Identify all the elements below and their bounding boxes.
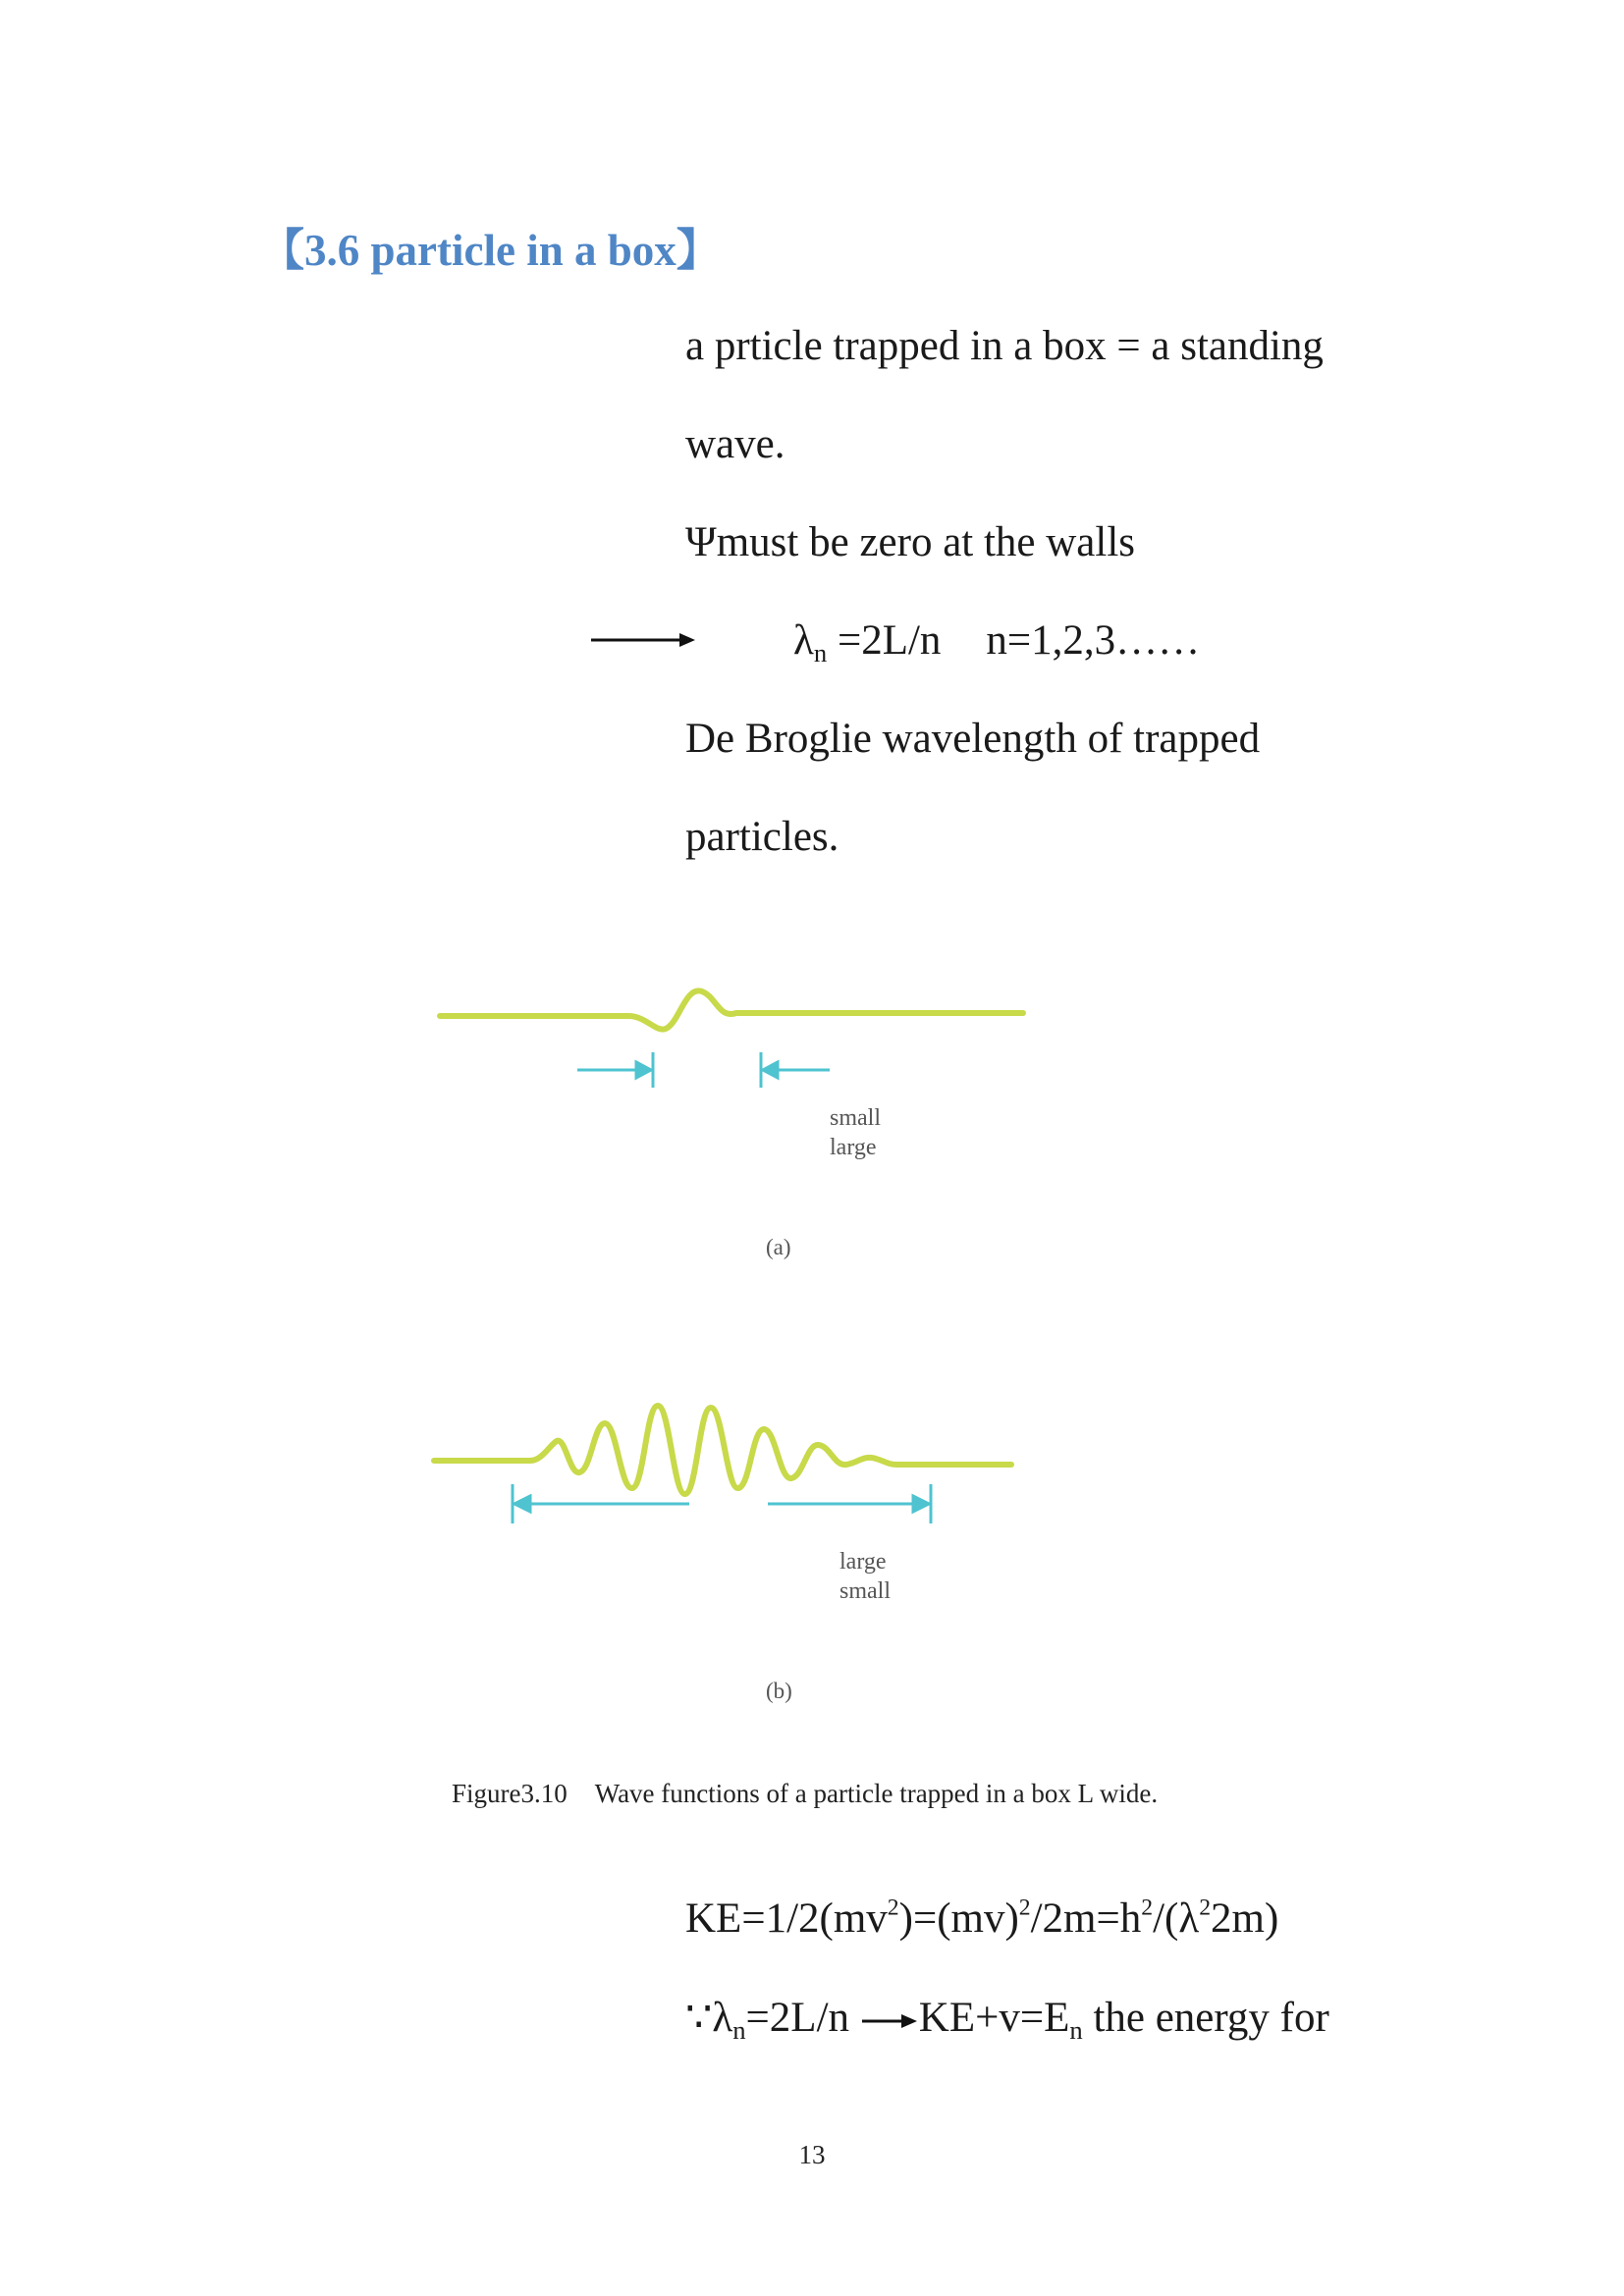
paragraph2-line2: particles. — [685, 814, 839, 860]
right-arrow-icon — [589, 628, 697, 652]
figure-b-label-bottom: small — [839, 1578, 891, 1604]
eq2-part2: )=(mv) — [898, 1896, 1019, 1942]
heading-close-bracket: 】 — [676, 226, 721, 275]
page-number: 13 — [798, 2140, 826, 2169]
lambda-symbol: λ — [793, 617, 814, 664]
arrow-a-left — [577, 1052, 653, 1088]
heading-open-bracket: 【 — [260, 226, 305, 275]
psi-symbol: Ψ — [685, 519, 717, 565]
figure-caption-number: Figure3.10 — [452, 1779, 568, 1808]
figure-a-wave — [422, 972, 1041, 1119]
lambda-subscript: n — [813, 637, 828, 667]
eq3-sub1: n — [732, 2014, 746, 2045]
paragraph1-line1: a prticle trapped in a box = a standing — [685, 323, 1324, 369]
paragraph2-line1: De Broglie wavelength of trapped — [685, 716, 1261, 762]
equation1-range: n=1,2,3…… — [986, 617, 1201, 664]
wave-a-path — [440, 990, 1023, 1029]
eq2-sup4: 2 — [1199, 1895, 1212, 1921]
wave-b-path — [434, 1406, 1011, 1494]
paragraph1-line3-text: must be zero at the walls — [716, 519, 1136, 565]
eq3-lambda: λ — [712, 1995, 733, 2041]
right-arrow-icon — [860, 2009, 919, 2033]
paragraph1-line3 — [685, 518, 1135, 566]
eq3-ke: KE+v=E — [918, 1995, 1070, 2041]
eq2-part5: 2m) — [1211, 1896, 1279, 1942]
figure-b-label-top: large — [839, 1549, 887, 1575]
equation1-rhs: =2L/n — [827, 617, 942, 664]
figure-b-caption: (b) — [766, 1679, 792, 1703]
eq3-rhs: =2L/n — [745, 1995, 850, 2041]
figure-a-caption: (a) — [766, 1235, 791, 1259]
arrow-b-right — [768, 1484, 931, 1523]
paragraph1-line2: wave. — [685, 421, 785, 467]
section-heading — [260, 214, 721, 278]
eq2-sup1: 2 — [887, 1895, 899, 1921]
eq2-sup3: 2 — [1141, 1895, 1154, 1921]
eq2-part3: /2m=h — [1030, 1896, 1142, 1942]
arrow-b-left — [513, 1484, 689, 1523]
eq2-part1: KE=1/2(mv — [685, 1896, 888, 1942]
figure-a-label-bottom: large — [830, 1135, 877, 1160]
eq3-sub2: n — [1069, 2014, 1083, 2045]
eq2-part4: /(λ — [1153, 1896, 1200, 1942]
eq3-tail: the energy for — [1082, 1995, 1329, 2041]
figure-a-label-top: small — [830, 1105, 881, 1131]
equation3 — [685, 1993, 1329, 2046]
because-symbol: ∵ — [685, 1995, 713, 2041]
arrow-a-right — [761, 1052, 830, 1088]
equation2 — [685, 1895, 1278, 1943]
figure-caption-text: Wave functions of a particle trapped in a box L wide. — [594, 1779, 1159, 1808]
heading-title: 3.6 particle in a box — [304, 226, 677, 275]
figure-b-wave — [422, 1394, 1041, 1561]
figure-caption — [452, 1779, 1158, 1809]
eq2-sup2: 2 — [1018, 1895, 1031, 1921]
equation1 — [793, 616, 1200, 668]
